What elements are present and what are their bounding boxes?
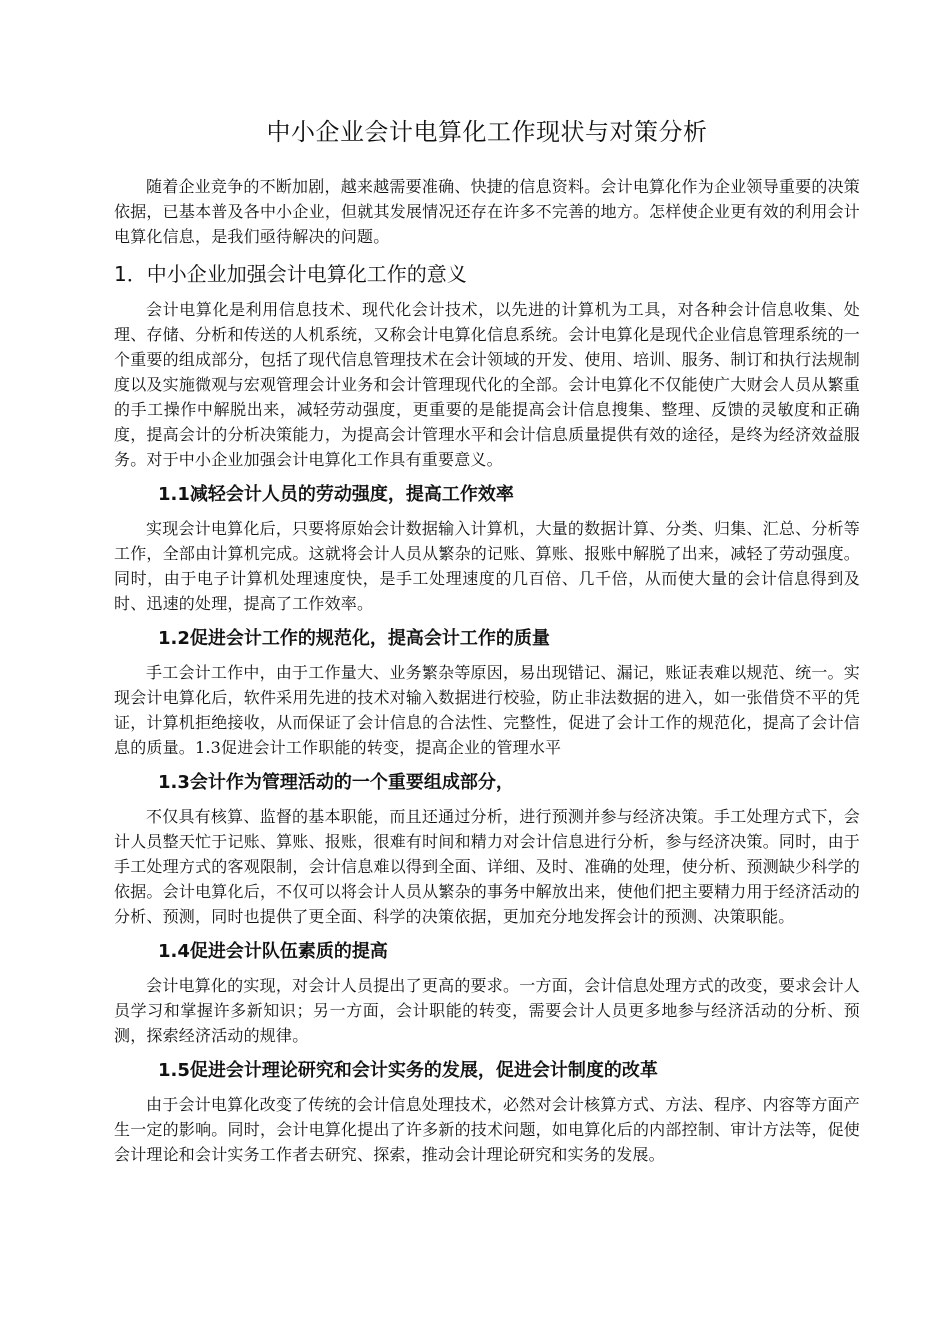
section-1-heading: 1．中小企业加强会计电算化工作的意义: [114, 262, 467, 286]
subsection-1-2-paragraph: 手工会计工作中，由于工作量大、业务繁杂等原因，易出现错记、漏记，账证表难以规范、统一。实现会计电算化后，软件采用先进的技术对输入数据进行校验，防止非法数据的进入，如一张借贷不平的凭证，计算机拒绝接收，从而保证了会计信息的合法性、完整性，促进了会计工作的规范化，提高了会计信息的质量。1.3促进会计工作职能的转变，提高企业的管理水平: [114, 663, 860, 757]
subsection-1-5-paragraph: 由于会计电算化改变了传统的会计信息处理技术，必然对会计核算方式、方法、程序、内容等方面产生一定的影响。同时，会计电算化提出了许多新的技术问题，如电算化后的内部控制、审计方法等，促使会计理论和会计实务工作者去研究、探索，推动会计理论研究和实务的发展。: [114, 1095, 860, 1164]
subsection-1-5-heading: 1.5促进会计理论研究和会计实务的发展，促进会计制度的改革: [158, 1060, 658, 1081]
subsection-1-1-heading: 1.1减轻会计人员的劳动强度，提高工作效率: [158, 484, 514, 505]
subsection-1-4-heading: 1.4促进会计队伍素质的提高: [158, 941, 388, 962]
subsection-1-3-heading: 1.3会计作为管理活动的一个重要组成部分，: [158, 772, 514, 793]
section-1-paragraph: 会计电算化是利用信息技术、现代化会计技术，以先进的计算机为工具，对各种会计信息收集、处理、存储、分析和传送的人机系统，又称会计电算化信息系统。会计电算化是现代企业信息管理系统的一个重要的组成部分，包括了现代信息管理技术在会计领域的开发、使用、培训、服务、制订和执行法规制度以及实施微观与宏观管理会计业务和会计管理现代化的全部。会计电算化不仅能使广大财会人员从繁重的手工操作中解脱出来，减轻劳动强度，更重要的是能提高会计信息搜集、整理、反馈的灵敏度和正确度，提高会计的分析决策能力，为提高会计管理水平和会计信息质量提供有效的途径，是终为经济效益服务。对于中小企业加强会计电算化工作具有重要意义。: [114, 300, 860, 469]
subsection-1-1-paragraph: 实现会计电算化后，只要将原始会计数据输入计算机，大量的数据计算、分类、归集、汇总、分析等工作，全部由计算机完成。这就将会计人员从繁杂的记账、算账、报账中解脱了出来，减轻了劳动强度。同时，由于电子计算机处理速度快，是手工处理速度的几百倍、几千倍，从而使大量的会计信息得到及时、迅速的处理，提高了工作效率。: [114, 519, 860, 613]
subsection-1-2-heading: 1.2促进会计工作的规范化，提高会计工作的质量: [158, 628, 550, 649]
intro-paragraph: 随着企业竞争的不断加剧，越来越需要准确、快捷的信息资料。会计电算化作为企业领导重要的决策依据，已基本普及各中小企业，但就其发展情况还存在许多不完善的地方。怎样使企业更有效的利用会计电算化信息，是我们亟待解决的问题。: [114, 177, 860, 246]
document-title: 中小企业会计电算化工作现状与对策分析: [266, 118, 708, 146]
subsection-1-3-paragraph: 不仅具有核算、监督的基本职能，而且还通过分析，进行预测并参与经济决策。手工处理方式下，会计人员整天忙于记账、算账、报账，很难有时间和精力对会计信息进行分析，参与经济决策。同时，由于手工处理方式的客观限制，会计信息难以得到全面、详细、及时、准确的处理，使分析、预测缺少科学的依据。会计电算化后，不仅可以将会计人员从繁杂的事务中解放出来，使他们把主要精力用于经济活动的分析、预测，同时也提供了更全面、科学的决策依据，更加充分地发挥会计的预测、决策职能。: [114, 807, 860, 926]
subsection-1-4-paragraph: 会计电算化的实现，对会计人员提出了更高的要求。一方面，会计信息处理方式的改变，要求会计人员学习和掌握许多新知识；另一方面，会计职能的转变，需要会计人员更多地参与经济活动的分析、预测，探索经济活动的规律。: [114, 976, 860, 1045]
